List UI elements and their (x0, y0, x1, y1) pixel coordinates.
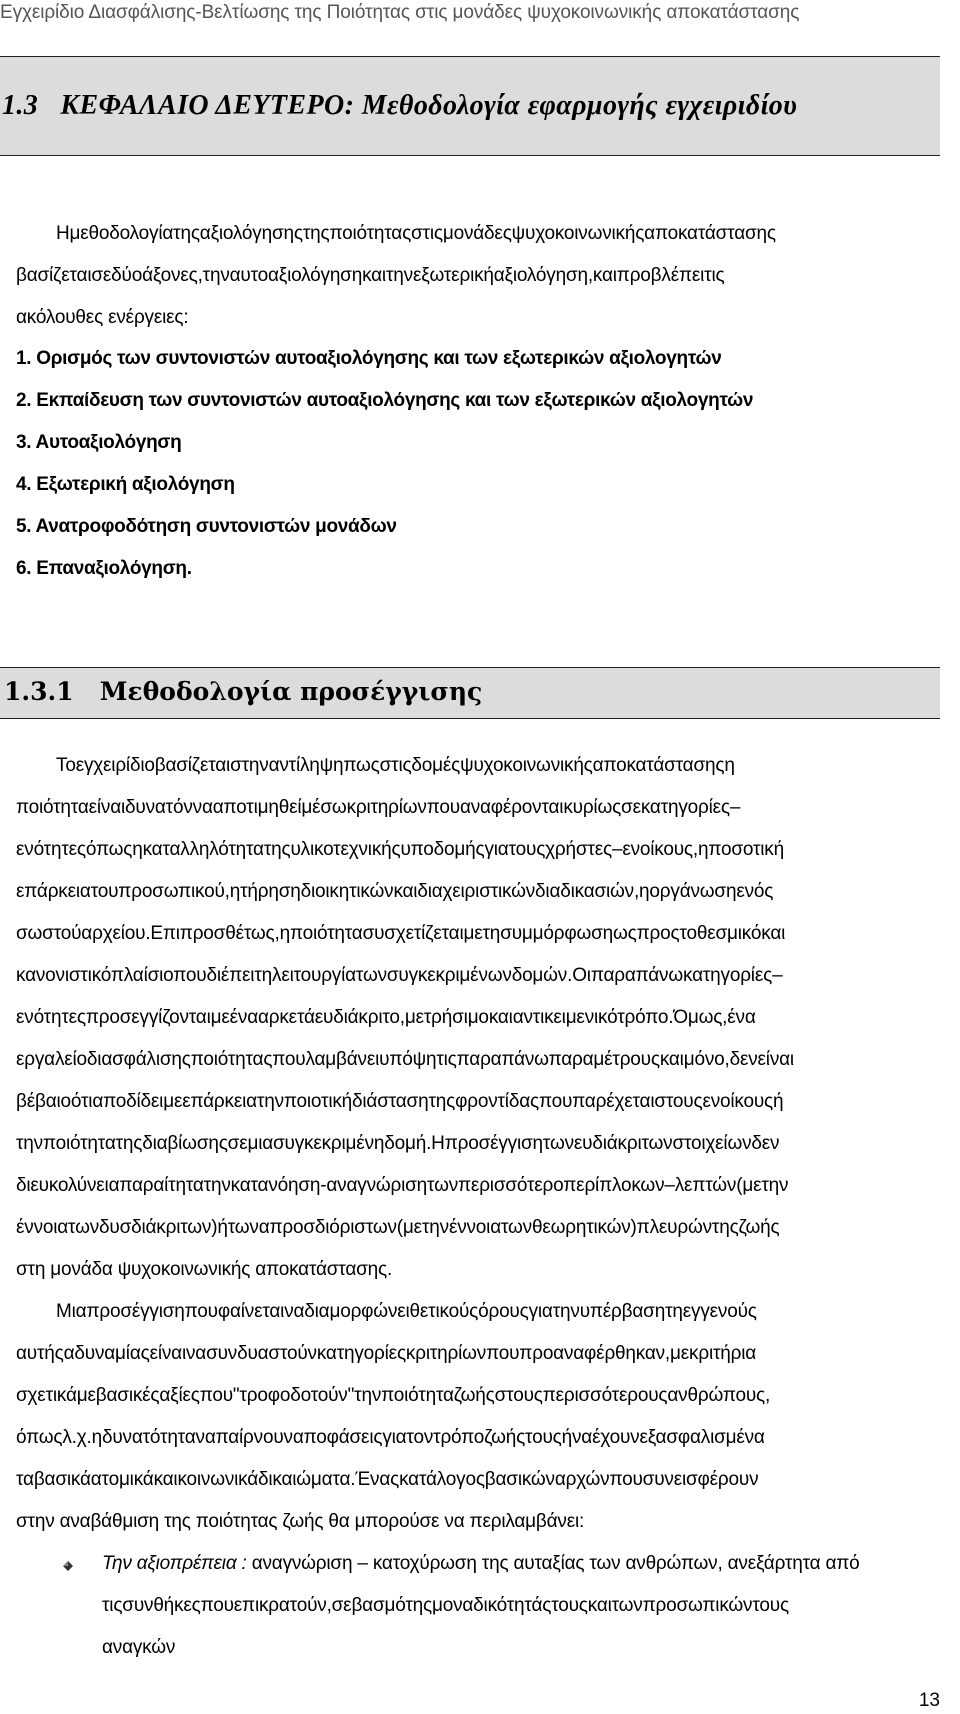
paragraph-line: ταβασικάατομικάκαικοινωνικάδικαιώματα.Έναςκατάλογοςβασικώναρχώνπουσυνεισφέρουν (16, 1469, 759, 1490)
paragraph-1 (16, 745, 920, 1291)
paragraph-line: Τοεγχειρίδιοβασίζεταιστηναντίληψηπωςστιςδομέςψυχοκοινωνικήςαποκατάστασηςη (56, 755, 735, 776)
intro-line: ακόλουθες ενέργειες: (16, 307, 189, 328)
chapter-number: 1.3 (2, 90, 39, 121)
steps-list (16, 338, 753, 590)
list-item: 4. Εξωτερική αξιολόγηση (16, 474, 235, 495)
paragraph-line: βέβαιοότιαποδίδειμεεπάρκειατηνποιοτικήδιάστασητηςφροντίδαςπουπαρέχεταιστουςενοίκουςή (16, 1091, 784, 1112)
intro-line: βασίζεταισεδύοάξονες,τηναυτοαξιολόγησηκαιτηνεξωτερικήαξιολόγηση,καιπροβλέπειτις (16, 265, 725, 286)
paragraph-line: ενότητεςόπωςηκαταλληλότητατηςυλικοτεχνικήςυποδομήςγιατουςχρήστες–ενοίκους,ηποσοτική (16, 839, 784, 860)
paragraph-line: κανονιστικόπλαίσιοπουδιέπειτηλειτουργίατωνσυγκεκριμένωνδομών.Οιπαραπάνωκατηγορίες– (16, 965, 783, 986)
paragraph-line: σχετικάμεβασικέςαξίεςπου"τροφοδοτούν"τηνποιότηταζωήςστουςπερισσότερουςανθρώπους, (16, 1385, 771, 1406)
chapter-heading (2, 90, 797, 122)
paragraph-line: στη μονάδα ψυχοκοινωνικής αποκατάστασης. (16, 1259, 393, 1280)
paragraph-2 (16, 1291, 920, 1543)
paragraph-line: διευκολύνειαπαραίτητατηνκατανόηση-αναγνώρισητωνπερισσότεροπερίπλοκων–λεπτών(μετην (16, 1175, 789, 1196)
paragraph-line: αυτήςαδυναμίαςείναινασυνδυαστούνκατηγορίεςκριτηρίωνπουπροαναφέρθηκαν,μεκριτήρια (16, 1343, 757, 1364)
section-number: 1.3.1 (4, 677, 74, 706)
bullet-line: αναγκών (102, 1637, 176, 1658)
list-item: 5. Ανατροφοδότηση συντονιστών μονάδων (16, 516, 397, 537)
running-header: Εγχειρίδιο Διασφάλισης-Βελτίωσης της Ποιότητας στις μονάδες ψυχοκοινωνικής αποκατάστασης (0, 2, 800, 23)
list-item: 1. Ορισμός των συντονιστών αυτοαξιολόγησης και των εξωτερικών αξιολογητών (16, 348, 722, 369)
section-title: Μεθοδολογία προσέγγισης (99, 677, 483, 706)
paragraph-line: Μιαπροσέγγισηπουφαίνεταιναδιαμορφώνειθετικούςόρουςγιατηνυπέρβασητηεγγενούς (56, 1301, 757, 1322)
paragraph-line: επάρκειατουπροσωπικού,ητήρησηδιοικητικώνκαιδιαχειριστικώνδιαδικασιών,ηοργάνωσηενός (16, 881, 774, 902)
paragraph-line: εργαλείοδιασφάλισηςποιότηταςπουλαμβάνειυπόψητιςπαραπάνωπαραμέτρουςκαιμόνο,δενείναι (16, 1049, 794, 1070)
bullet-item (102, 1543, 920, 1669)
bullet-line (102, 1543, 920, 1585)
intro-paragraph (16, 213, 920, 339)
list-item: 2. Εκπαίδευση των συντονιστών αυτοαξιολόγησης και των εξωτερικών αξιολογητών (16, 390, 754, 411)
intro-line: Ημεθοδολογίατηςαξιολόγησηςτηςποιότηταςστιςμονάδεςψυχοκοινωνικήςαποκατάστασης (56, 223, 776, 244)
paragraph-line: τηνποιότητατηςδιαβίωσηςσεμιασυγκεκριμένηδομή.Ηπροσέγγισητωνευδιάκριτωνστοιχείωνδεν (16, 1133, 780, 1154)
paragraph-line: σωστούαρχείου.Επιπροσθέτως,ηποιότητασυσχετίζεταιμετησυμμόρφωσηωςπροςτοθεσμικόκαι (16, 923, 786, 944)
list-item: 3. Αυτοαξιολόγηση (16, 432, 182, 453)
paragraph-line: όπωςλ.χ.ηδυνατότηταναπαίρνουναποφάσειςγιατοντρόποζωήςτουςήναέχουνεξασφαλισμένα (16, 1427, 765, 1448)
paragraph-line: στην αναβάθμιση της ποιότητας ζωής θα μπορούσε να περιλαμβάνει: (16, 1511, 585, 1532)
bullet-line: τιςσυνθήκεςπουεπικρατούν,σεβασμότηςμοναδικότητάςτουςκαιτωνπροσωπικώντους (102, 1595, 789, 1616)
chapter-title: ΚΕΦΑΛΑΙΟ ΔΕΥΤΕΡΟ: Μεθοδολογία εφαρμογής εγχειριδίου (60, 90, 798, 121)
bullet-icon (62, 1560, 74, 1572)
bullet-text: αναγνώριση – κατοχύρωση της αυταξίας των ανθρώπων, ανεξάρτητα από (246, 1553, 860, 1574)
page-number: 13 (918, 1690, 940, 1711)
paragraph-line: ποιότηταείναιδυνατόννααποτιμηθείμέσωκριτηρίωνπουαναφέρονταικυρίωςσεκατηγορίες– (16, 797, 741, 818)
list-item: 6. Επαναξιολόγηση. (16, 558, 192, 579)
bullet-term: Την αξιοπρέπεια : (102, 1553, 247, 1574)
paragraph-line: έννοιατωνδυσδιάκριτων)ήτωναπροσδιόριστων(μετηνέννοιατωνθεωρητικών)πλευρώντηςζωής (16, 1217, 780, 1238)
paragraph-line: ενότητεςπροσεγγίζονταιμεένααρκετάευδιάκριτο,μετρήσιμοκαιαντικειμενικότρόπο.Όμως,ένα (16, 1007, 756, 1028)
section-heading (4, 677, 482, 706)
